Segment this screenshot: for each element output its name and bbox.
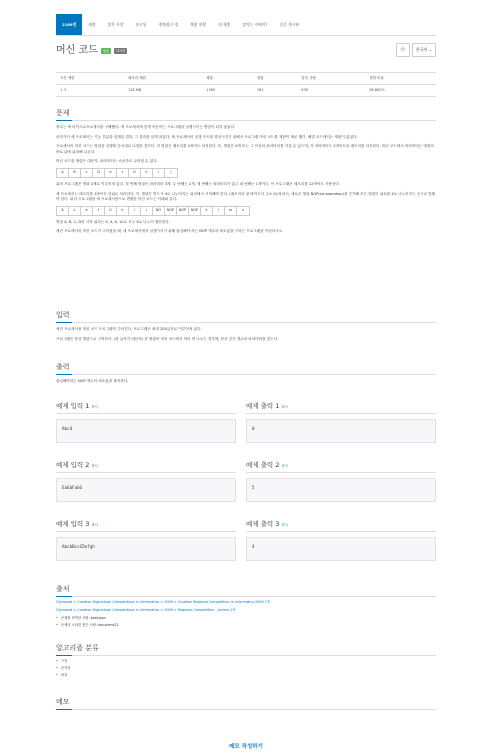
example-output-2 bbox=[246, 461, 436, 502]
example-heading bbox=[56, 402, 236, 414]
memory-cell: i bbox=[129, 207, 141, 215]
statement-paragraph: 중수는 새 마이크로프로세서를 구해했다. 새 프로세서에 맞게 작동하는 프로그램을 실행시키는 방법이 되지 않았다. bbox=[56, 125, 236, 130]
source-heading: 출처 bbox=[56, 584, 436, 597]
tab-lectures[interactable]: 강의는 자에이? bbox=[242, 21, 268, 27]
copy-button[interactable]: 복사 bbox=[91, 405, 98, 409]
tab-short-coding[interactable]: 숏코딩 bbox=[135, 21, 147, 27]
example-heading bbox=[246, 520, 436, 532]
copy-button[interactable]: 복사 bbox=[281, 464, 288, 468]
problem-section bbox=[56, 108, 436, 235]
input-section bbox=[56, 310, 436, 342]
star-icon[interactable]: ☆ bbox=[396, 43, 410, 57]
time-limit-value: 1 초 bbox=[56, 85, 124, 97]
tab-status[interactable]: 채점 현황 bbox=[190, 21, 207, 27]
memory-cell: NOP bbox=[177, 207, 189, 215]
header-ratio: 정답 비율 bbox=[365, 73, 436, 85]
memory-cell: j bbox=[170, 170, 172, 175]
example-label: 예제 출력 2 bbox=[246, 461, 280, 469]
problem-info-table bbox=[56, 72, 436, 97]
memory-cell: A bbox=[57, 207, 69, 215]
tab-board[interactable]: 질문 게시판 bbox=[279, 21, 300, 27]
memory-cell: l bbox=[213, 207, 225, 215]
example-output-box: 5 bbox=[246, 478, 436, 502]
memo-heading: 메모 bbox=[56, 697, 436, 710]
source-link[interactable]: Olympiad > Croatian Highschool Competitions in Informatics > 2009 > Croatian Regional Competition in Informatics 2009 1번 bbox=[56, 600, 271, 605]
example-heading bbox=[56, 520, 236, 532]
copy-button[interactable]: 복사 bbox=[281, 523, 288, 527]
statement-paragraph: 프로세서의 머신 코드는 명령을 실행할 순서대로 나열한 것이다. 각 명령은 매모리를 1바이트 차지한다. 또, 명령은 0개 또는 그 이상의 파라미터를 가질 수 있으며, 각 파라미터도 1바이트의 메모리를 차지한다. 머신 코드에서 파라미터는 명령의 바로 뒤에 위치해 나온다. bbox=[56, 144, 434, 154]
memory-cell: h bbox=[117, 207, 129, 215]
memory-cell: D bbox=[93, 169, 105, 177]
algorithm-tag[interactable]: • 문자열 bbox=[56, 666, 436, 671]
memory-cell: NO bbox=[153, 207, 165, 215]
input-paragraph: 프로그램은 항상 명령으로 시작한다. (첫 글자가 대문자) 한 명령어 머신 코드에서 여러 번 나오는 경우에, 항상 같은 개수의 파라미터를 갖는다. bbox=[56, 336, 279, 341]
ratio-value: 58.862% bbox=[365, 85, 436, 97]
example-row-3 bbox=[56, 520, 436, 561]
write-memo-button[interactable]: 메모 작성하기 bbox=[229, 744, 263, 750]
example-input-2 bbox=[56, 461, 246, 502]
memory-cell: i bbox=[153, 169, 165, 177]
accepted-value: 781 bbox=[253, 85, 297, 97]
memory-cell: f bbox=[117, 169, 129, 177]
memory-cell: k bbox=[201, 207, 213, 215]
copy-button[interactable]: 복사 bbox=[91, 464, 98, 468]
algorithm-heading: 알고리즘 분류 bbox=[56, 643, 436, 656]
title-tools bbox=[396, 43, 436, 57]
memory-cell: j bbox=[141, 207, 153, 215]
memory-cells-old bbox=[56, 168, 178, 178]
submissions-value: 1389 bbox=[202, 85, 253, 97]
statement-paragraph: 위의 프로그램은 명령 4개로 이루어져 있다. 첫 번째 명령은 파라미터 3개, 두 번째는 2개, 세 번째는 파라미터가 없고 네 번째는 1개이다. 이 프로그램은 메모리를 12바이트 사용한다. bbox=[56, 181, 341, 186]
example-label: 예제 입력 3 bbox=[56, 520, 90, 528]
tab-my-submissions[interactable]: 내 제출 bbox=[218, 21, 231, 27]
example-label: 예제 입력 2 bbox=[56, 461, 90, 469]
example-input-box: EaEbFabG bbox=[56, 478, 236, 502]
statement-paragraph: 새 프로세서는 메모리를 1바이트 단위로 처리한다. 즉, 명령은 반드시 4로 나누어지는 위치에서 시작해야 한다. (메모리의 첫 바이트가 주소 0) 따라서, 새로운 명령 NOP(no operation)을 추가해 모든 명령이 위치를 4로 나누어지는 곳으로 맞춰야 한다. 위의 프로그램을 새 프로세서용으로 변환한 머신 코드는 아래와 같다. bbox=[56, 191, 436, 202]
memory-cell: m bbox=[225, 207, 237, 215]
statement-paragraph: 마찬가지 새 프로세서는 기능 부분을 설계한 결과, 그 결과를 알게 되었다. 새 프로세서의 실행 속도를 향상시키기 위해서 프로그램 머신 코드를 재편이 새로 했다. 해결 코드에서는 재편이 없었다. bbox=[56, 134, 358, 139]
header-memory-limit: 메모리 제한 bbox=[124, 73, 202, 85]
memory-cell: e bbox=[105, 169, 117, 177]
memory-limit-value: 128 MB bbox=[124, 85, 202, 97]
algorithm-tag[interactable]: • 파싱 bbox=[56, 673, 436, 678]
tab-solved-users[interactable]: 맞은 사람 bbox=[107, 21, 124, 27]
algorithm-section bbox=[56, 643, 436, 677]
algorithm-tag[interactable]: • 구현 bbox=[56, 659, 436, 664]
tab-submit[interactable]: 제출 bbox=[88, 21, 96, 27]
statement-paragraph: 명령 A, B, C, D의 시작 위치는 0, 4, 8, 12로 모두 4로 나누어 떨어진다. bbox=[56, 219, 170, 224]
title-bar bbox=[56, 44, 436, 58]
table-row bbox=[56, 85, 436, 97]
example-heading bbox=[56, 461, 236, 473]
copy-button[interactable]: 복사 bbox=[281, 405, 288, 409]
memory-cell: A bbox=[57, 169, 69, 177]
source-section bbox=[56, 584, 436, 628]
memory-cell: c bbox=[81, 169, 93, 177]
header-solvers: 맞힌 사람 bbox=[297, 73, 365, 85]
tab-rejudge[interactable]: 재채점/수정 bbox=[158, 21, 179, 27]
example-label: 예제 출력 3 bbox=[246, 520, 280, 528]
example-input-3 bbox=[56, 520, 246, 561]
example-output-box: 4 bbox=[246, 537, 436, 561]
algorithm-list bbox=[56, 659, 436, 677]
output-paragraph: 삽입해야하는 NOP 개수의 최소값을 출력한다. bbox=[56, 379, 129, 384]
memo-section bbox=[56, 697, 436, 710]
memory-cell: B bbox=[69, 169, 81, 177]
list-item: • 문제의 오타를 찾은 사람: deuxieme22 bbox=[56, 623, 436, 628]
source-link[interactable]: Olympiad > Croatian Highschool Competitions in Informatics > 2009 > Regional Competition - Juniors 1번 bbox=[56, 608, 236, 613]
memory-cells-new bbox=[56, 206, 250, 216]
memory-cell: NOP bbox=[165, 207, 177, 215]
output-heading: 출력 bbox=[56, 362, 436, 375]
statement-paragraph: 예전 프로세서의 머신 코드가 주어졌을 때, 새 프로세서에서 실행시키기 위해 삽입해야 하는 NOP 개수의 최소값을 구하는 프로그램을 작성하시오. bbox=[56, 229, 284, 234]
header-accepted: 정답 bbox=[253, 73, 297, 85]
example-output-box: 0 bbox=[246, 419, 436, 443]
tab-problem[interactable]: 2169번 bbox=[56, 14, 82, 35]
example-input-box: Abcd bbox=[56, 419, 236, 443]
table-header-row bbox=[56, 73, 436, 85]
example-heading bbox=[246, 402, 436, 414]
memory-cell: c bbox=[69, 207, 81, 215]
input-paragraph: 예전 프로세서용 머신 코드 프로그램이 주어진다. 프로그램은 최대 200글자로 이루어져 있다. bbox=[56, 327, 202, 332]
problem-tabs bbox=[56, 14, 436, 36]
source-list bbox=[56, 616, 436, 628]
example-label: 예제 출력 1 bbox=[246, 402, 280, 410]
list-item: • 문제를 번역한 사람: baekjoon bbox=[56, 616, 436, 621]
memory-cell: e bbox=[81, 207, 93, 215]
header-submissions: 제출 bbox=[202, 73, 253, 85]
copy-button[interactable]: 복사 bbox=[91, 523, 98, 527]
memory-cell: f bbox=[93, 207, 105, 215]
memory-cell: n bbox=[241, 208, 245, 213]
example-row-2 bbox=[56, 461, 436, 502]
memory-cell: G bbox=[105, 207, 117, 215]
language-badge: 다국어 bbox=[116, 48, 126, 53]
problem-heading: 문제 bbox=[56, 108, 436, 121]
example-input-1 bbox=[56, 402, 246, 443]
example-input-box: AbcbBccCDefgh bbox=[56, 537, 236, 561]
example-label: 예제 입력 1 bbox=[56, 402, 90, 410]
memory-cell: G bbox=[129, 169, 141, 177]
example-heading bbox=[246, 461, 436, 473]
output-section bbox=[56, 362, 436, 385]
language-select[interactable]: 한국어 ⌄ bbox=[412, 43, 436, 57]
example-output-1 bbox=[246, 402, 436, 443]
header-time-limit: 시간 제한 bbox=[56, 73, 124, 85]
status-badge: 성공 bbox=[102, 48, 109, 53]
solvers-value: 638 bbox=[297, 85, 365, 97]
page-title: 머신 코드 bbox=[56, 44, 98, 56]
example-output-3 bbox=[246, 520, 436, 561]
example-row-1 bbox=[56, 402, 436, 443]
input-heading: 입력 bbox=[56, 310, 436, 323]
memory-cell: NOP bbox=[189, 207, 201, 215]
memory-cell: h bbox=[141, 169, 153, 177]
statement-paragraph: 머신 코드를 명령은 대문자, 파라미터는 소문자로 나타낼 수 있다. bbox=[56, 159, 158, 164]
